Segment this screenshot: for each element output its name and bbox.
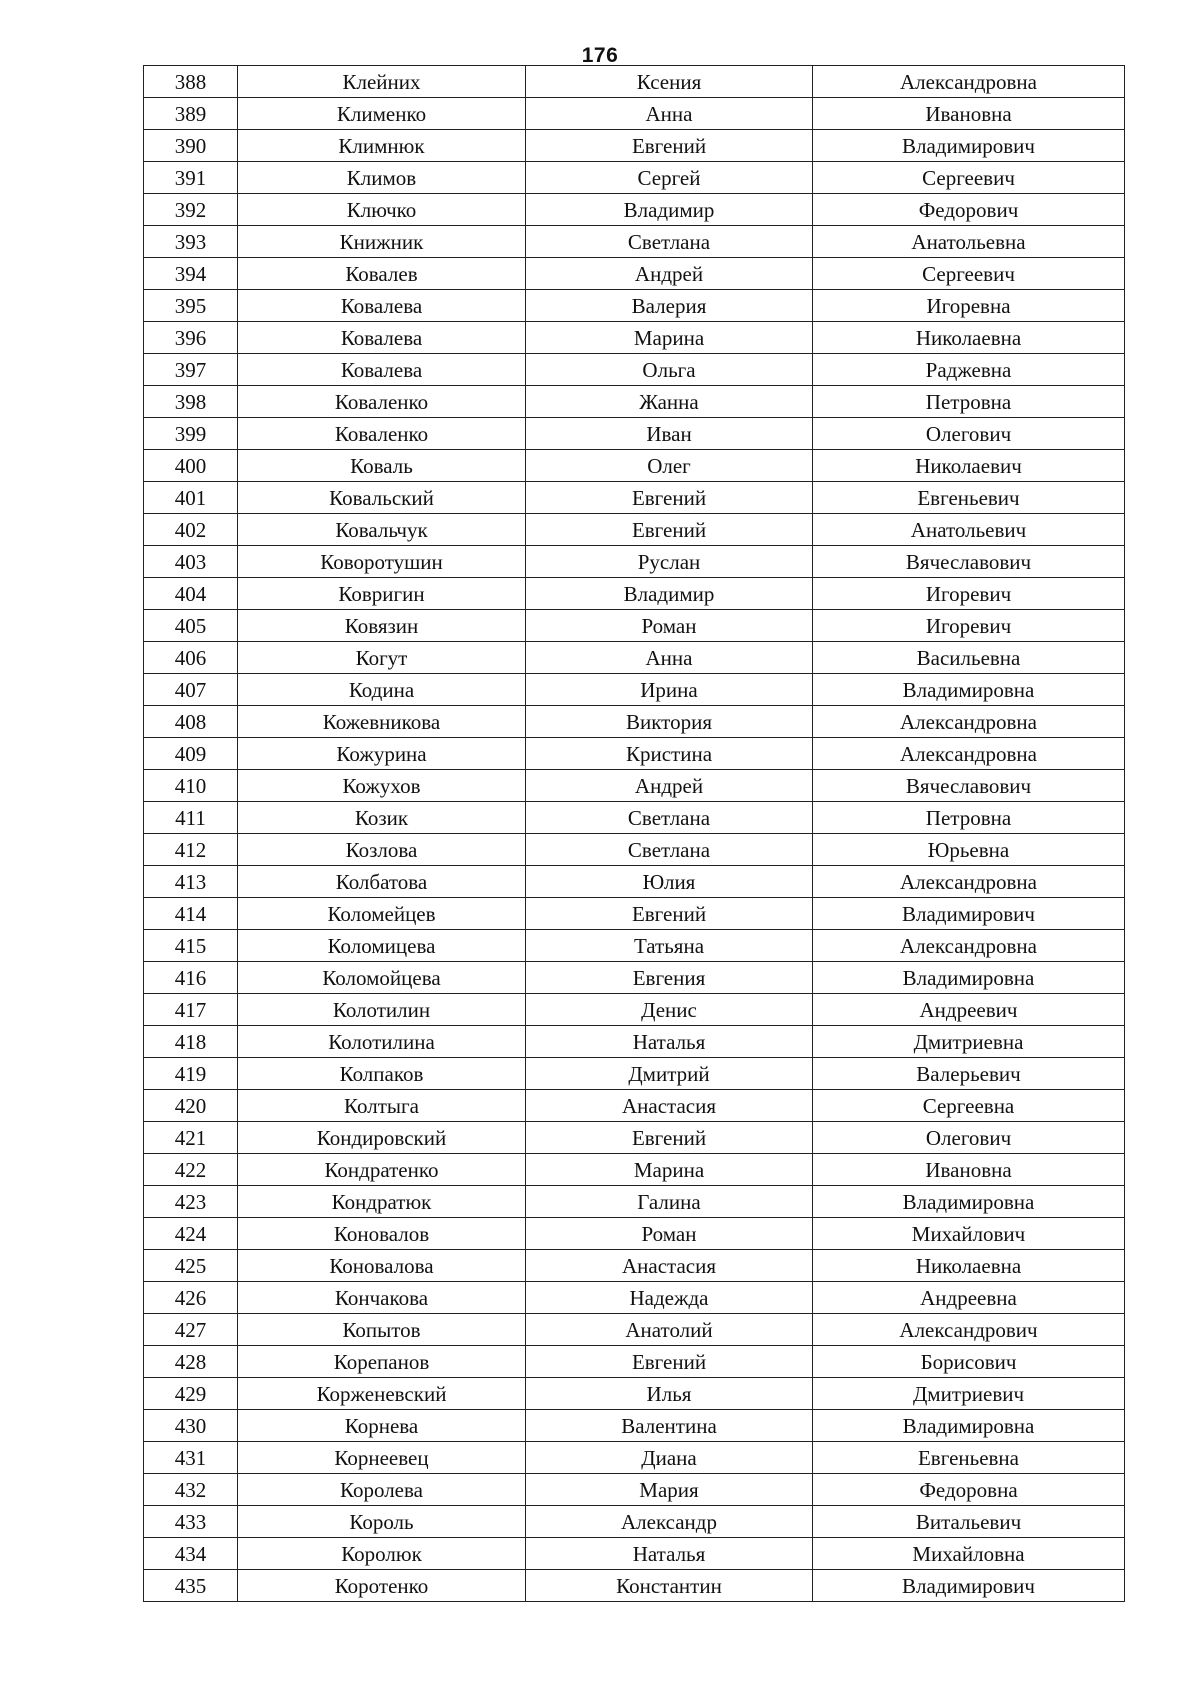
patronymic-cell: Евгеньевич bbox=[813, 482, 1125, 514]
first-name-cell: Роман bbox=[526, 1218, 813, 1250]
patronymic-cell: Андреевич bbox=[813, 994, 1125, 1026]
surname-cell: Климнюк bbox=[238, 130, 526, 162]
surname-cell: Ковальчук bbox=[238, 514, 526, 546]
row-number-cell: 413 bbox=[144, 866, 238, 898]
surname-cell: Коновалов bbox=[238, 1218, 526, 1250]
surname-cell: Коворотушин bbox=[238, 546, 526, 578]
surname-cell: Кодина bbox=[238, 674, 526, 706]
first-name-cell: Татьяна bbox=[526, 930, 813, 962]
row-number-cell: 423 bbox=[144, 1186, 238, 1218]
row-number-cell: 390 bbox=[144, 130, 238, 162]
first-name-cell: Наталья bbox=[526, 1026, 813, 1058]
surname-cell: Ковалева bbox=[238, 354, 526, 386]
patronymic-cell: Михайлович bbox=[813, 1218, 1125, 1250]
table-row bbox=[144, 1314, 1125, 1346]
patronymic-cell: Ивановна bbox=[813, 98, 1125, 130]
first-name-cell: Денис bbox=[526, 994, 813, 1026]
table-row bbox=[144, 930, 1125, 962]
table-row bbox=[144, 1218, 1125, 1250]
patronymic-cell: Владимировна bbox=[813, 962, 1125, 994]
row-number-cell: 396 bbox=[144, 322, 238, 354]
row-number-cell: 428 bbox=[144, 1346, 238, 1378]
row-number-cell: 431 bbox=[144, 1442, 238, 1474]
first-name-cell: Валентина bbox=[526, 1410, 813, 1442]
patronymic-cell: Ивановна bbox=[813, 1154, 1125, 1186]
surname-cell: Король bbox=[238, 1506, 526, 1538]
patronymic-cell: Федоровна bbox=[813, 1474, 1125, 1506]
first-name-cell: Руслан bbox=[526, 546, 813, 578]
patronymic-cell: Раджевна bbox=[813, 354, 1125, 386]
patronymic-cell: Олегович bbox=[813, 1122, 1125, 1154]
row-number-cell: 389 bbox=[144, 98, 238, 130]
first-name-cell: Светлана bbox=[526, 834, 813, 866]
row-number-cell: 388 bbox=[144, 66, 238, 98]
table-row bbox=[144, 834, 1125, 866]
first-name-cell: Илья bbox=[526, 1378, 813, 1410]
surname-cell: Коломойцева bbox=[238, 962, 526, 994]
row-number-cell: 418 bbox=[144, 1026, 238, 1058]
row-number-cell: 427 bbox=[144, 1314, 238, 1346]
row-number-cell: 391 bbox=[144, 162, 238, 194]
first-name-cell: Константин bbox=[526, 1570, 813, 1602]
table-row bbox=[144, 386, 1125, 418]
surname-cell: Коваленко bbox=[238, 386, 526, 418]
table-row bbox=[144, 642, 1125, 674]
patronymic-cell: Александровна bbox=[813, 738, 1125, 770]
surname-cell: Кондратенко bbox=[238, 1154, 526, 1186]
patronymic-cell: Владимировна bbox=[813, 1410, 1125, 1442]
page-number: 176 bbox=[581, 44, 619, 67]
row-number-cell: 435 bbox=[144, 1570, 238, 1602]
first-name-cell: Анастасия bbox=[526, 1250, 813, 1282]
first-name-cell: Евгений bbox=[526, 130, 813, 162]
first-name-cell: Светлана bbox=[526, 802, 813, 834]
first-name-cell: Ирина bbox=[526, 674, 813, 706]
table-row bbox=[144, 162, 1125, 194]
surname-cell: Ковалева bbox=[238, 322, 526, 354]
patronymic-cell: Петровна bbox=[813, 802, 1125, 834]
table-row bbox=[144, 98, 1125, 130]
patronymic-cell: Дмитриевич bbox=[813, 1378, 1125, 1410]
surname-cell: Климов bbox=[238, 162, 526, 194]
table-row bbox=[144, 1538, 1125, 1570]
first-name-cell: Владимир bbox=[526, 194, 813, 226]
table-row bbox=[144, 450, 1125, 482]
surname-cell: Корнеевец bbox=[238, 1442, 526, 1474]
patronymic-cell: Владимировна bbox=[813, 674, 1125, 706]
surname-cell: Копытов bbox=[238, 1314, 526, 1346]
surname-cell: Королюк bbox=[238, 1538, 526, 1570]
patronymic-cell: Владимирович bbox=[813, 1570, 1125, 1602]
surname-cell: Книжник bbox=[238, 226, 526, 258]
table-row bbox=[144, 738, 1125, 770]
first-name-cell: Евгений bbox=[526, 514, 813, 546]
row-number-cell: 434 bbox=[144, 1538, 238, 1570]
row-number-cell: 417 bbox=[144, 994, 238, 1026]
patronymic-cell: Александровна bbox=[813, 706, 1125, 738]
first-name-cell: Евгений bbox=[526, 1346, 813, 1378]
surname-cell: Коваленко bbox=[238, 418, 526, 450]
first-name-cell: Иван bbox=[526, 418, 813, 450]
surname-cell: Корженевский bbox=[238, 1378, 526, 1410]
first-name-cell: Ксения bbox=[526, 66, 813, 98]
surname-cell: Колпаков bbox=[238, 1058, 526, 1090]
patronymic-cell: Александровна bbox=[813, 930, 1125, 962]
patronymic-cell: Вячеславович bbox=[813, 546, 1125, 578]
row-number-cell: 411 bbox=[144, 802, 238, 834]
table-row bbox=[144, 354, 1125, 386]
first-name-cell: Андрей bbox=[526, 258, 813, 290]
first-name-cell: Надежда bbox=[526, 1282, 813, 1314]
first-name-cell: Анна bbox=[526, 642, 813, 674]
first-name-cell: Юлия bbox=[526, 866, 813, 898]
patronymic-cell: Юрьевна bbox=[813, 834, 1125, 866]
first-name-cell: Ольга bbox=[526, 354, 813, 386]
table-row bbox=[144, 1378, 1125, 1410]
surname-cell: Кожурина bbox=[238, 738, 526, 770]
row-number-cell: 398 bbox=[144, 386, 238, 418]
patronymic-cell: Владимировна bbox=[813, 1186, 1125, 1218]
table-row bbox=[144, 962, 1125, 994]
row-number-cell: 406 bbox=[144, 642, 238, 674]
row-number-cell: 410 bbox=[144, 770, 238, 802]
row-number-cell: 397 bbox=[144, 354, 238, 386]
patronymic-cell: Александровна bbox=[813, 66, 1125, 98]
row-number-cell: 403 bbox=[144, 546, 238, 578]
first-name-cell: Евгений bbox=[526, 482, 813, 514]
table-row bbox=[144, 706, 1125, 738]
table-row bbox=[144, 130, 1125, 162]
first-name-cell: Евгений bbox=[526, 1122, 813, 1154]
first-name-cell: Сергей bbox=[526, 162, 813, 194]
table-row bbox=[144, 1442, 1125, 1474]
first-name-cell: Владимир bbox=[526, 578, 813, 610]
first-name-cell: Валерия bbox=[526, 290, 813, 322]
patronymic-cell: Сергеевич bbox=[813, 162, 1125, 194]
patronymic-cell: Витальевич bbox=[813, 1506, 1125, 1538]
surname-cell: Кончакова bbox=[238, 1282, 526, 1314]
patronymic-cell: Александрович bbox=[813, 1314, 1125, 1346]
surname-cell: Кондратюк bbox=[238, 1186, 526, 1218]
row-number-cell: 421 bbox=[144, 1122, 238, 1154]
table-row bbox=[144, 418, 1125, 450]
surname-cell: Колотилина bbox=[238, 1026, 526, 1058]
table-row bbox=[144, 770, 1125, 802]
table-row bbox=[144, 866, 1125, 898]
row-number-cell: 393 bbox=[144, 226, 238, 258]
surname-cell: Колтыга bbox=[238, 1090, 526, 1122]
surname-cell: Кондировский bbox=[238, 1122, 526, 1154]
row-number-cell: 426 bbox=[144, 1282, 238, 1314]
names-table bbox=[143, 65, 1125, 1602]
row-number-cell: 416 bbox=[144, 962, 238, 994]
first-name-cell: Марина bbox=[526, 322, 813, 354]
row-number-cell: 425 bbox=[144, 1250, 238, 1282]
surname-cell: Корепанов bbox=[238, 1346, 526, 1378]
row-number-cell: 404 bbox=[144, 578, 238, 610]
patronymic-cell: Николаевна bbox=[813, 1250, 1125, 1282]
row-number-cell: 402 bbox=[144, 514, 238, 546]
surname-cell: Коломейцев bbox=[238, 898, 526, 930]
first-name-cell: Кристина bbox=[526, 738, 813, 770]
row-number-cell: 392 bbox=[144, 194, 238, 226]
surname-cell: Ковригин bbox=[238, 578, 526, 610]
surname-cell: Ковальский bbox=[238, 482, 526, 514]
surname-cell: Коваль bbox=[238, 450, 526, 482]
patronymic-cell: Владимирович bbox=[813, 898, 1125, 930]
table-row bbox=[144, 1570, 1125, 1602]
surname-cell: Колбатова bbox=[238, 866, 526, 898]
surname-cell: Коротенко bbox=[238, 1570, 526, 1602]
patronymic-cell: Сергеевич bbox=[813, 258, 1125, 290]
patronymic-cell: Николаевна bbox=[813, 322, 1125, 354]
row-number-cell: 419 bbox=[144, 1058, 238, 1090]
table-row bbox=[144, 66, 1125, 98]
first-name-cell: Виктория bbox=[526, 706, 813, 738]
first-name-cell: Дмитрий bbox=[526, 1058, 813, 1090]
surname-cell: Клименко bbox=[238, 98, 526, 130]
patronymic-cell: Владимирович bbox=[813, 130, 1125, 162]
surname-cell: Ковалева bbox=[238, 290, 526, 322]
row-number-cell: 405 bbox=[144, 610, 238, 642]
patronymic-cell: Николаевич bbox=[813, 450, 1125, 482]
first-name-cell: Марина bbox=[526, 1154, 813, 1186]
surname-cell: Корнева bbox=[238, 1410, 526, 1442]
first-name-cell: Анастасия bbox=[526, 1090, 813, 1122]
row-number-cell: 422 bbox=[144, 1154, 238, 1186]
patronymic-cell: Михайловна bbox=[813, 1538, 1125, 1570]
table-row bbox=[144, 1122, 1125, 1154]
table-row bbox=[144, 546, 1125, 578]
first-name-cell: Светлана bbox=[526, 226, 813, 258]
table-row bbox=[144, 1282, 1125, 1314]
table-row bbox=[144, 322, 1125, 354]
table-row bbox=[144, 1058, 1125, 1090]
table-row bbox=[144, 802, 1125, 834]
patronymic-cell: Васильевна bbox=[813, 642, 1125, 674]
row-number-cell: 412 bbox=[144, 834, 238, 866]
first-name-cell: Наталья bbox=[526, 1538, 813, 1570]
patronymic-cell: Евгеньевна bbox=[813, 1442, 1125, 1474]
first-name-cell: Роман bbox=[526, 610, 813, 642]
surname-cell: Коновалова bbox=[238, 1250, 526, 1282]
row-number-cell: 420 bbox=[144, 1090, 238, 1122]
row-number-cell: 429 bbox=[144, 1378, 238, 1410]
surname-cell: Когут bbox=[238, 642, 526, 674]
table-row bbox=[144, 1026, 1125, 1058]
patronymic-cell: Игоревна bbox=[813, 290, 1125, 322]
row-number-cell: 409 bbox=[144, 738, 238, 770]
patronymic-cell: Анатольевич bbox=[813, 514, 1125, 546]
table-row bbox=[144, 482, 1125, 514]
first-name-cell: Мария bbox=[526, 1474, 813, 1506]
first-name-cell: Жанна bbox=[526, 386, 813, 418]
surname-cell: Ковалев bbox=[238, 258, 526, 290]
first-name-cell: Андрей bbox=[526, 770, 813, 802]
surname-cell: Клейних bbox=[238, 66, 526, 98]
patronymic-cell: Игоревич bbox=[813, 578, 1125, 610]
row-number-cell: 430 bbox=[144, 1410, 238, 1442]
table-row bbox=[144, 290, 1125, 322]
surname-cell: Кожухов bbox=[238, 770, 526, 802]
first-name-cell: Олег bbox=[526, 450, 813, 482]
table-row bbox=[144, 514, 1125, 546]
table-row bbox=[144, 674, 1125, 706]
table-row bbox=[144, 1346, 1125, 1378]
row-number-cell: 432 bbox=[144, 1474, 238, 1506]
patronymic-cell: Игоревич bbox=[813, 610, 1125, 642]
table-row bbox=[144, 226, 1125, 258]
patronymic-cell: Александровна bbox=[813, 866, 1125, 898]
row-number-cell: 394 bbox=[144, 258, 238, 290]
row-number-cell: 424 bbox=[144, 1218, 238, 1250]
first-name-cell: Анатолий bbox=[526, 1314, 813, 1346]
table-row bbox=[144, 610, 1125, 642]
patronymic-cell: Андреевна bbox=[813, 1282, 1125, 1314]
table-row bbox=[144, 1090, 1125, 1122]
first-name-cell: Евгений bbox=[526, 898, 813, 930]
row-number-cell: 395 bbox=[144, 290, 238, 322]
first-name-cell: Александр bbox=[526, 1506, 813, 1538]
table-row bbox=[144, 1186, 1125, 1218]
table-row bbox=[144, 1410, 1125, 1442]
patronymic-cell: Анатольевна bbox=[813, 226, 1125, 258]
surname-cell: Коломицева bbox=[238, 930, 526, 962]
row-number-cell: 414 bbox=[144, 898, 238, 930]
row-number-cell: 407 bbox=[144, 674, 238, 706]
row-number-cell: 399 bbox=[144, 418, 238, 450]
surname-cell: Колотилин bbox=[238, 994, 526, 1026]
row-number-cell: 433 bbox=[144, 1506, 238, 1538]
surname-cell: Козик bbox=[238, 802, 526, 834]
patronymic-cell: Вячеславович bbox=[813, 770, 1125, 802]
table-row bbox=[144, 1154, 1125, 1186]
patronymic-cell: Петровна bbox=[813, 386, 1125, 418]
surname-cell: Козлова bbox=[238, 834, 526, 866]
table-row bbox=[144, 258, 1125, 290]
patronymic-cell: Олегович bbox=[813, 418, 1125, 450]
first-name-cell: Евгения bbox=[526, 962, 813, 994]
patronymic-cell: Валерьевич bbox=[813, 1058, 1125, 1090]
first-name-cell: Анна bbox=[526, 98, 813, 130]
first-name-cell: Галина bbox=[526, 1186, 813, 1218]
row-number-cell: 401 bbox=[144, 482, 238, 514]
surname-cell: Королева bbox=[238, 1474, 526, 1506]
table-row bbox=[144, 578, 1125, 610]
patronymic-cell: Дмитриевна bbox=[813, 1026, 1125, 1058]
row-number-cell: 415 bbox=[144, 930, 238, 962]
table-row bbox=[144, 898, 1125, 930]
patronymic-cell: Сергеевна bbox=[813, 1090, 1125, 1122]
table-row bbox=[144, 1474, 1125, 1506]
row-number-cell: 408 bbox=[144, 706, 238, 738]
patronymic-cell: Федорович bbox=[813, 194, 1125, 226]
table-row bbox=[144, 1250, 1125, 1282]
surname-cell: Кожевникова bbox=[238, 706, 526, 738]
table-row bbox=[144, 1506, 1125, 1538]
table-row bbox=[144, 994, 1125, 1026]
surname-cell: Ключко bbox=[238, 194, 526, 226]
first-name-cell: Диана bbox=[526, 1442, 813, 1474]
names-table-body bbox=[144, 66, 1125, 1602]
table-row bbox=[144, 194, 1125, 226]
row-number-cell: 400 bbox=[144, 450, 238, 482]
patronymic-cell: Борисович bbox=[813, 1346, 1125, 1378]
surname-cell: Ковязин bbox=[238, 610, 526, 642]
